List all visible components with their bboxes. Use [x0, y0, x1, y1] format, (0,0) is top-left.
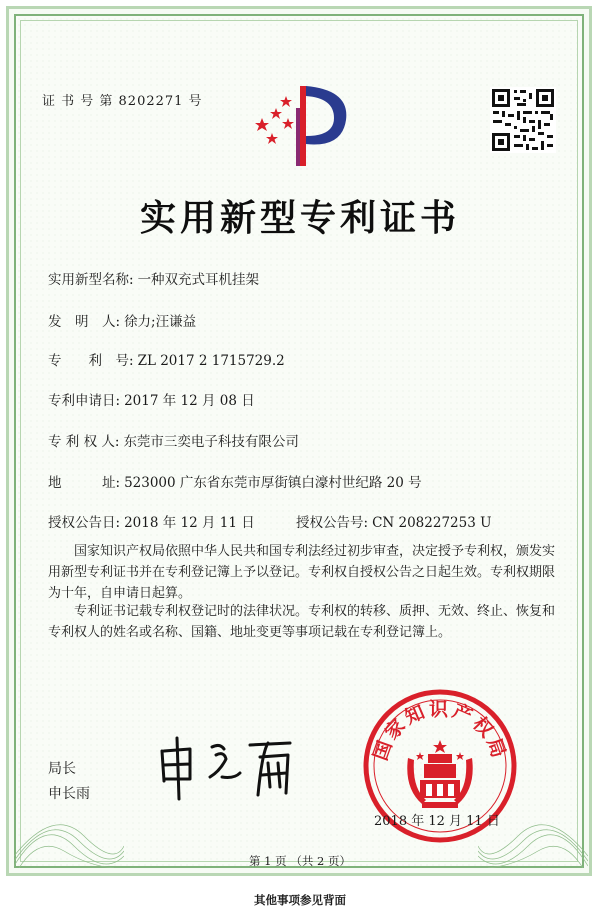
field-value: CN 208227253 U: [372, 515, 492, 531]
field-value: 东莞市三奕电子科技有限公司: [123, 434, 299, 450]
field-label: 专 利 权 人:: [48, 434, 120, 450]
field-label: 专 利 号:: [48, 353, 134, 369]
field-patent-number: [48, 349, 285, 369]
field-label: 发 明 人:: [48, 314, 121, 330]
seal-date: 2018 年 12 月 11 日: [374, 814, 500, 829]
field-value: 徐力;汪谦益: [124, 314, 197, 330]
field-grant-date: [48, 511, 255, 531]
field-value: 一种双充式耳机挂架: [137, 272, 260, 288]
field-filing-date: [48, 389, 255, 409]
field-inventor: [48, 310, 196, 330]
field-label: 授权公告日:: [48, 515, 121, 531]
field-value: 2018 年 12 月 11 日: [124, 515, 255, 531]
field-value: ZL 2017 2 1715729.2: [137, 353, 285, 369]
signatory-title: 局长: [48, 761, 76, 777]
field-grant-number: [296, 511, 491, 531]
field-patent-holder: [48, 430, 299, 450]
field-label: 授权公告号:: [296, 515, 369, 531]
field-value: 2017 年 12 月 08 日: [124, 393, 255, 409]
qr-code: [490, 87, 556, 153]
field-address: [48, 471, 422, 491]
certificate-title: 实用新型专利证书: [139, 197, 460, 239]
field-value: 523000 广东省东莞市厚街镇白濠村世纪路 20 号: [124, 475, 422, 491]
page-number: 第 1 页 （共 2 页）: [249, 854, 351, 868]
svg-text:国家知识产权局: 国家知识产权局: [369, 698, 511, 764]
signatory-name: 申长雨: [48, 786, 90, 802]
field-utility-model-name: [48, 268, 259, 288]
footer-note: 其他事项参见背面: [254, 893, 346, 907]
certificate-number: 证 书 号 第 8202271 号: [42, 94, 203, 109]
cnipa-logo: [250, 78, 360, 170]
handwritten-signature: [150, 733, 300, 803]
field-label: 专利申请日:: [48, 393, 121, 409]
field-label: 实用新型名称:: [48, 272, 134, 288]
field-label: 地 址:: [48, 475, 121, 491]
paragraph-grant-statement: 国家知识产权局依照中华人民共和国专利法经过初步审查，决定授予专利权，颁发实用新型专利证书并在专利登记簿上予以登记。专利权自授权公告之日起生效。专利权期限为十年，自申请日起算。: [48, 544, 556, 601]
paragraph-legal-status: 专利证书记载专利权登记时的法律状况。专利权的转移、质押、无效、终止、恢复和专利权人的姓名或名称、国籍、地址变更等事项记载在专利登记簿上。: [48, 604, 556, 640]
